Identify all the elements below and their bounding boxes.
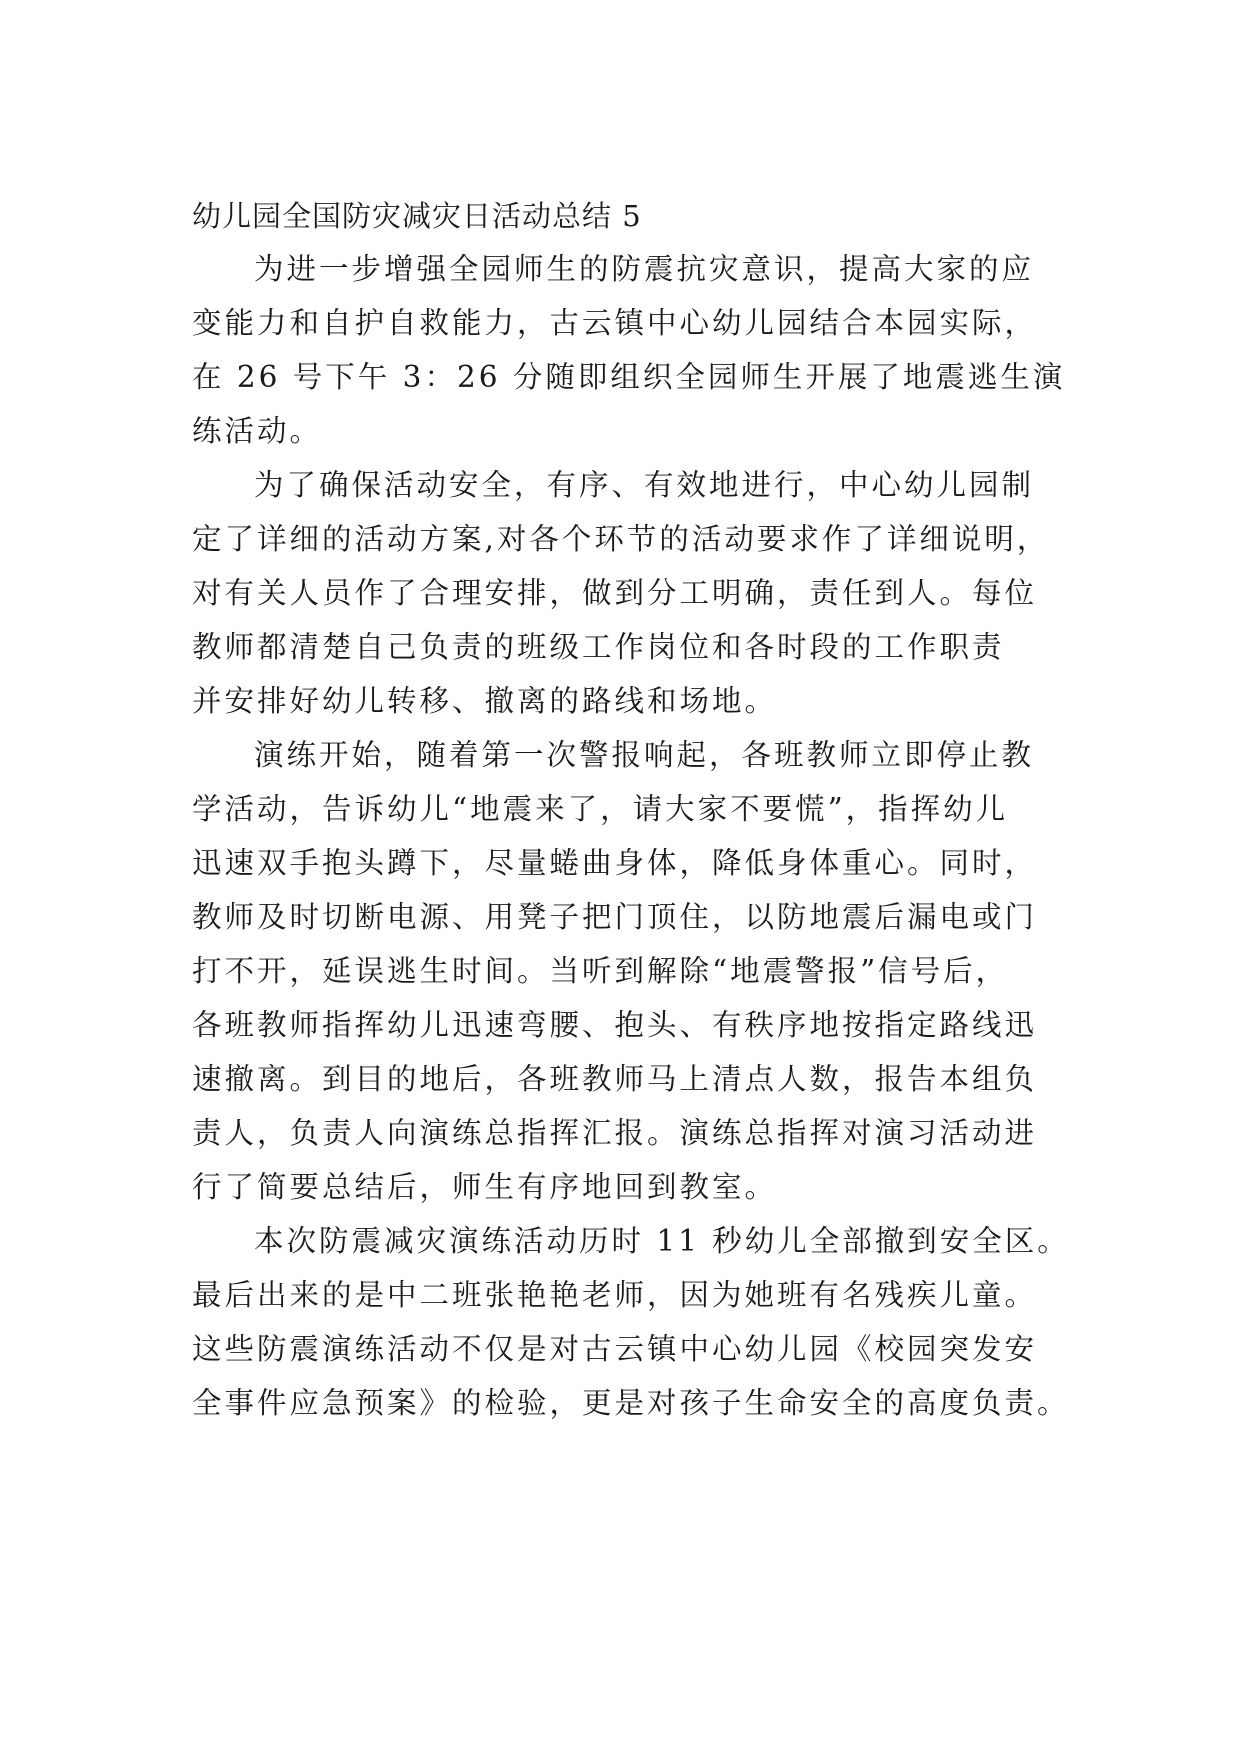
paragraph-3-line-8: 责人，负责人向演练总指挥汇报。演练总指挥对演习活动进	[192, 1116, 1038, 1150]
paragraph-2-line-4: 教师都清楚自己负责的班级工作岗位和各时段的工作职责	[192, 630, 1005, 664]
paragraph-3-line-1: 演练开始，随着第一次警报响起，各班教师立即停止教	[254, 738, 1035, 772]
paragraph-1-line-1: 为进一步增强全园师生的防震抗灾意识，提高大家的应	[254, 252, 1035, 286]
paragraph-3-line-2: 学活动，告诉幼儿“地震来了，请大家不要慌”，指挥幼儿	[192, 792, 1009, 826]
paragraph-4-line-4: 全事件应急预案》的检验，更是对孩子生命安全的高度负责。	[192, 1386, 1070, 1420]
paragraph-1-line-2: 变能力和自护自救能力，古云镇中心幼儿园结合本园实际，	[192, 306, 1038, 340]
paragraph-1-line-4: 练活动。	[192, 414, 323, 448]
document-title: 幼儿园全国防灾减灾日活动总结 5	[192, 199, 642, 233]
paragraph-2-line-3: 对有关人员作了合理安排，做到分工明确，责任到人。每位	[192, 576, 1038, 610]
paragraph-3-line-5: 打不开，延误逃生时间。当听到解除“地震警报”信号后，	[192, 954, 1009, 988]
paragraph-2-line-2: 定了详细的活动方案,对各个环节的活动要求作了详细说明，	[192, 522, 1050, 556]
paragraph-3-line-7: 速撤离。到目的地后，各班教师马上清点人数，报告本组负	[192, 1062, 1038, 1096]
paragraph-2-line-1: 为了确保活动安全，有序、有效地进行，中心幼儿园制	[254, 468, 1035, 502]
paragraph-4-line-3: 这些防震演练活动不仅是对古云镇中心幼儿园《校园突发安	[192, 1332, 1038, 1366]
paragraph-3-line-6: 各班教师指挥幼儿迅速弯腰、抱头、有秩序地按指定路线迅	[192, 1008, 1038, 1042]
paragraph-3-line-3: 迅速双手抱头蹲下，尽量蜷曲身体，降低身体重心。同时，	[192, 846, 1038, 880]
paragraph-3-line-4: 教师及时切断电源、用凳子把门顶住，以防地震后漏电或门	[192, 900, 1038, 934]
paragraph-4-line-1: 本次防震减灾演练活动历时 11 秒幼儿全部撤到安全区。	[254, 1224, 1070, 1258]
paragraph-4-line-2: 最后出来的是中二班张艳艳老师，因为她班有名残疾儿童。	[192, 1278, 1038, 1312]
paragraph-1-line-3: 在 26 号下午 3：26 分随即组织全园师生开展了地震逃生演	[192, 360, 1066, 394]
paragraph-3-line-9: 行了简要总结后，师生有序地回到教室。	[192, 1170, 778, 1204]
paragraph-2-line-5: 并安排好幼儿转移、撤离的路线和场地。	[192, 684, 778, 718]
